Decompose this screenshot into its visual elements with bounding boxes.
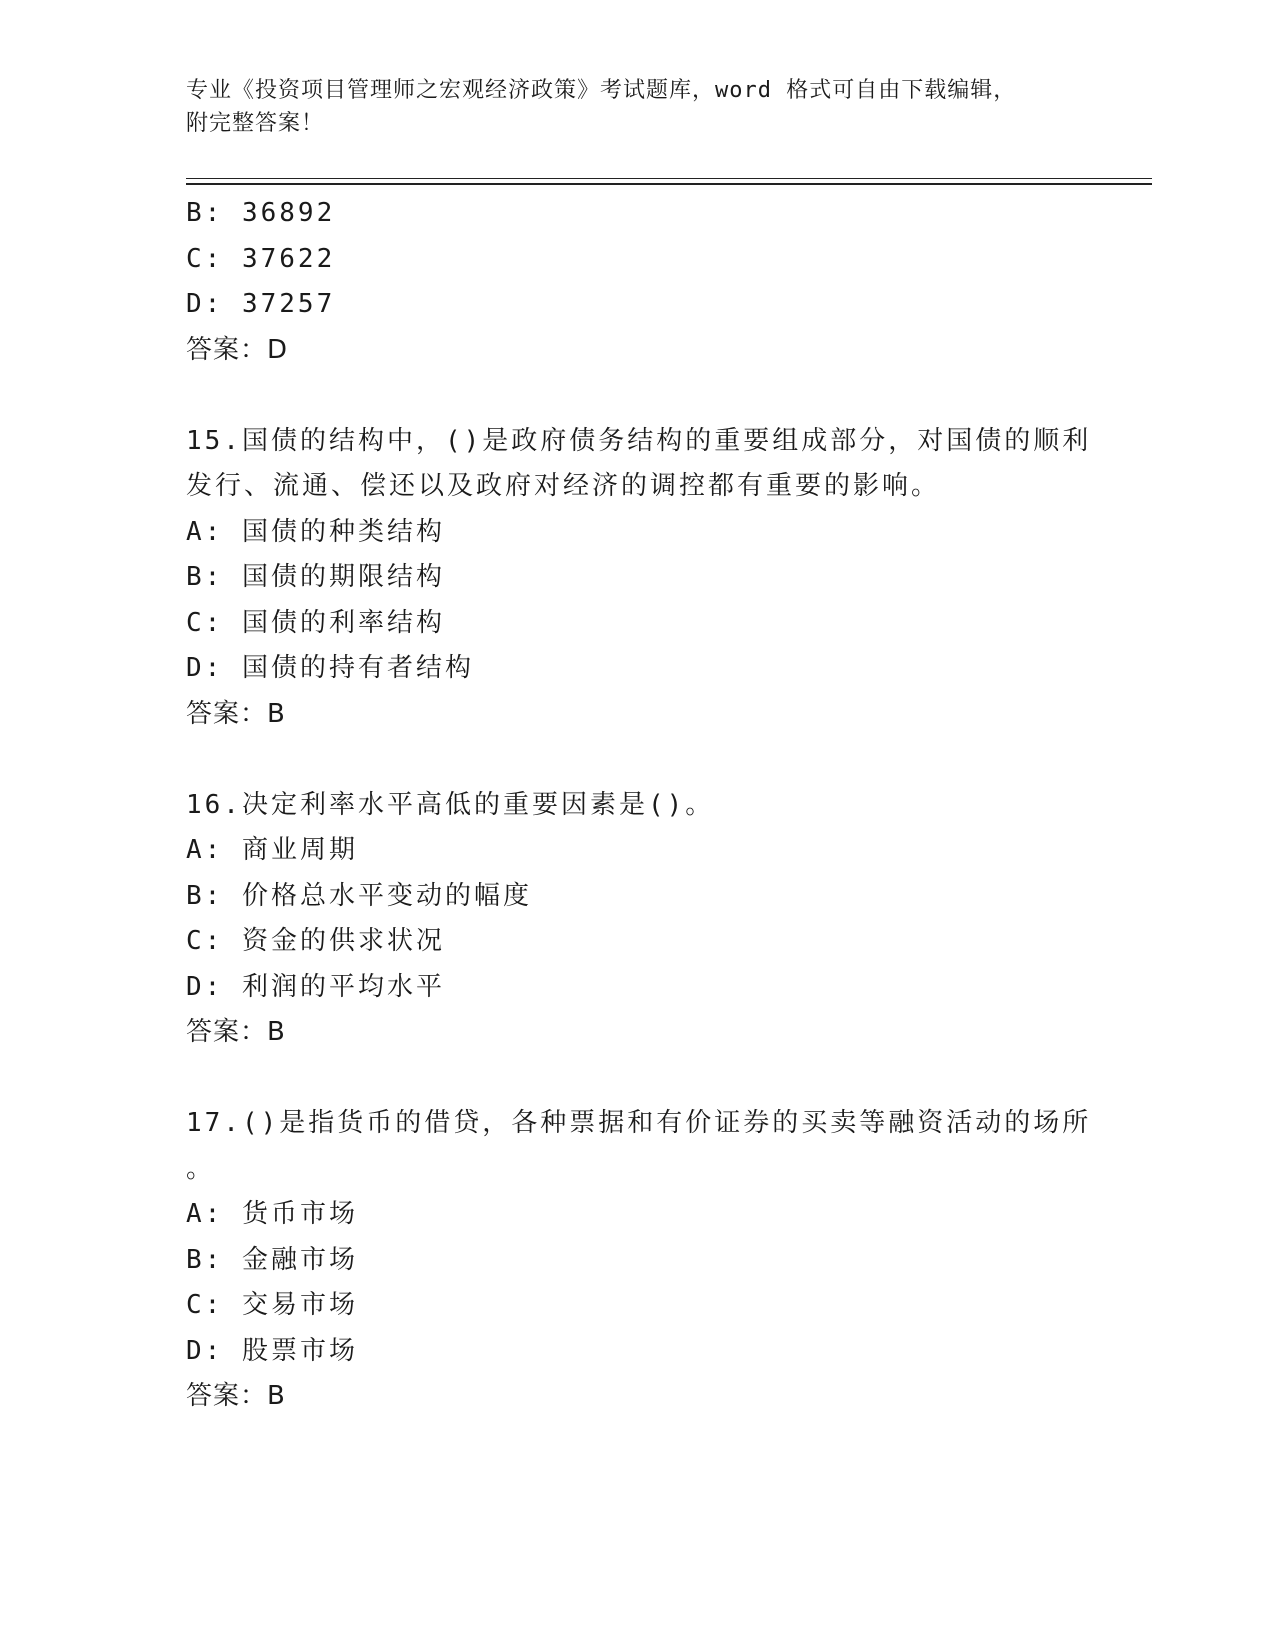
option-c: C: 37622 bbox=[186, 243, 336, 274]
option-b: B: 36892 bbox=[186, 198, 336, 228]
option-c: C: 国债的利率结构 bbox=[186, 607, 445, 638]
spacer bbox=[186, 737, 1086, 783]
question-stem-line-2: 。 bbox=[186, 1153, 216, 1184]
option-d: D: 37257 bbox=[186, 289, 336, 319]
question-stem-line-1: 16.决定利率水平高低的重要因素是()。 bbox=[186, 789, 715, 820]
option-a: A: 国债的种类结构 bbox=[186, 516, 445, 547]
question-16 bbox=[186, 783, 1086, 1056]
question-stem-line-2: 发行、流通、偿还以及政府对经济的调控都有重要的影响。 bbox=[186, 471, 941, 501]
option-a: A: 货币市场 bbox=[186, 1199, 358, 1229]
option-d: D: 国债的持有者结构 bbox=[186, 653, 474, 683]
option-b: B: 国债的期限结构 bbox=[186, 562, 445, 592]
header-rule-thin bbox=[186, 178, 1152, 179]
document-header bbox=[186, 74, 1066, 140]
document-body bbox=[186, 191, 1092, 1420]
option-c: C: 交易市场 bbox=[186, 1290, 358, 1320]
answer-line: 答案：B bbox=[186, 698, 286, 729]
option-d: D: 股票市场 bbox=[186, 1335, 358, 1366]
option-c: C: 资金的供求状况 bbox=[186, 926, 445, 956]
spacer bbox=[186, 1056, 1086, 1102]
option-d: D: 利润的平均水平 bbox=[186, 971, 445, 1002]
option-b: B: 金融市场 bbox=[186, 1244, 358, 1275]
header-rule-thick bbox=[186, 183, 1152, 185]
question-15 bbox=[186, 419, 1092, 738]
question-stem-line-1: 17.()是指货币的借贷，各种票据和有价证券的买卖等融资活动的场所 bbox=[186, 1108, 1092, 1138]
header-line-1: 专业《投资项目管理师之宏观经济政策》考试题库，word 格式可自由下载编辑， bbox=[186, 78, 1017, 103]
spacer bbox=[186, 373, 1086, 419]
header-line-2: 附完整答案！ bbox=[186, 111, 325, 136]
question-stem-line-1: 15.国债的结构中，()是政府债务结构的重要组成部分，对国债的顺利 bbox=[186, 425, 1092, 456]
question-17 bbox=[186, 1101, 1092, 1420]
option-a: A: 商业周期 bbox=[186, 835, 358, 865]
answer-line: 答案：D bbox=[186, 334, 289, 365]
option-b: B: 价格总水平变动的幅度 bbox=[186, 880, 532, 911]
question-14 bbox=[186, 191, 1086, 373]
answer-line: 答案：B bbox=[186, 1017, 286, 1047]
answer-line: 答案：B bbox=[186, 1381, 286, 1411]
